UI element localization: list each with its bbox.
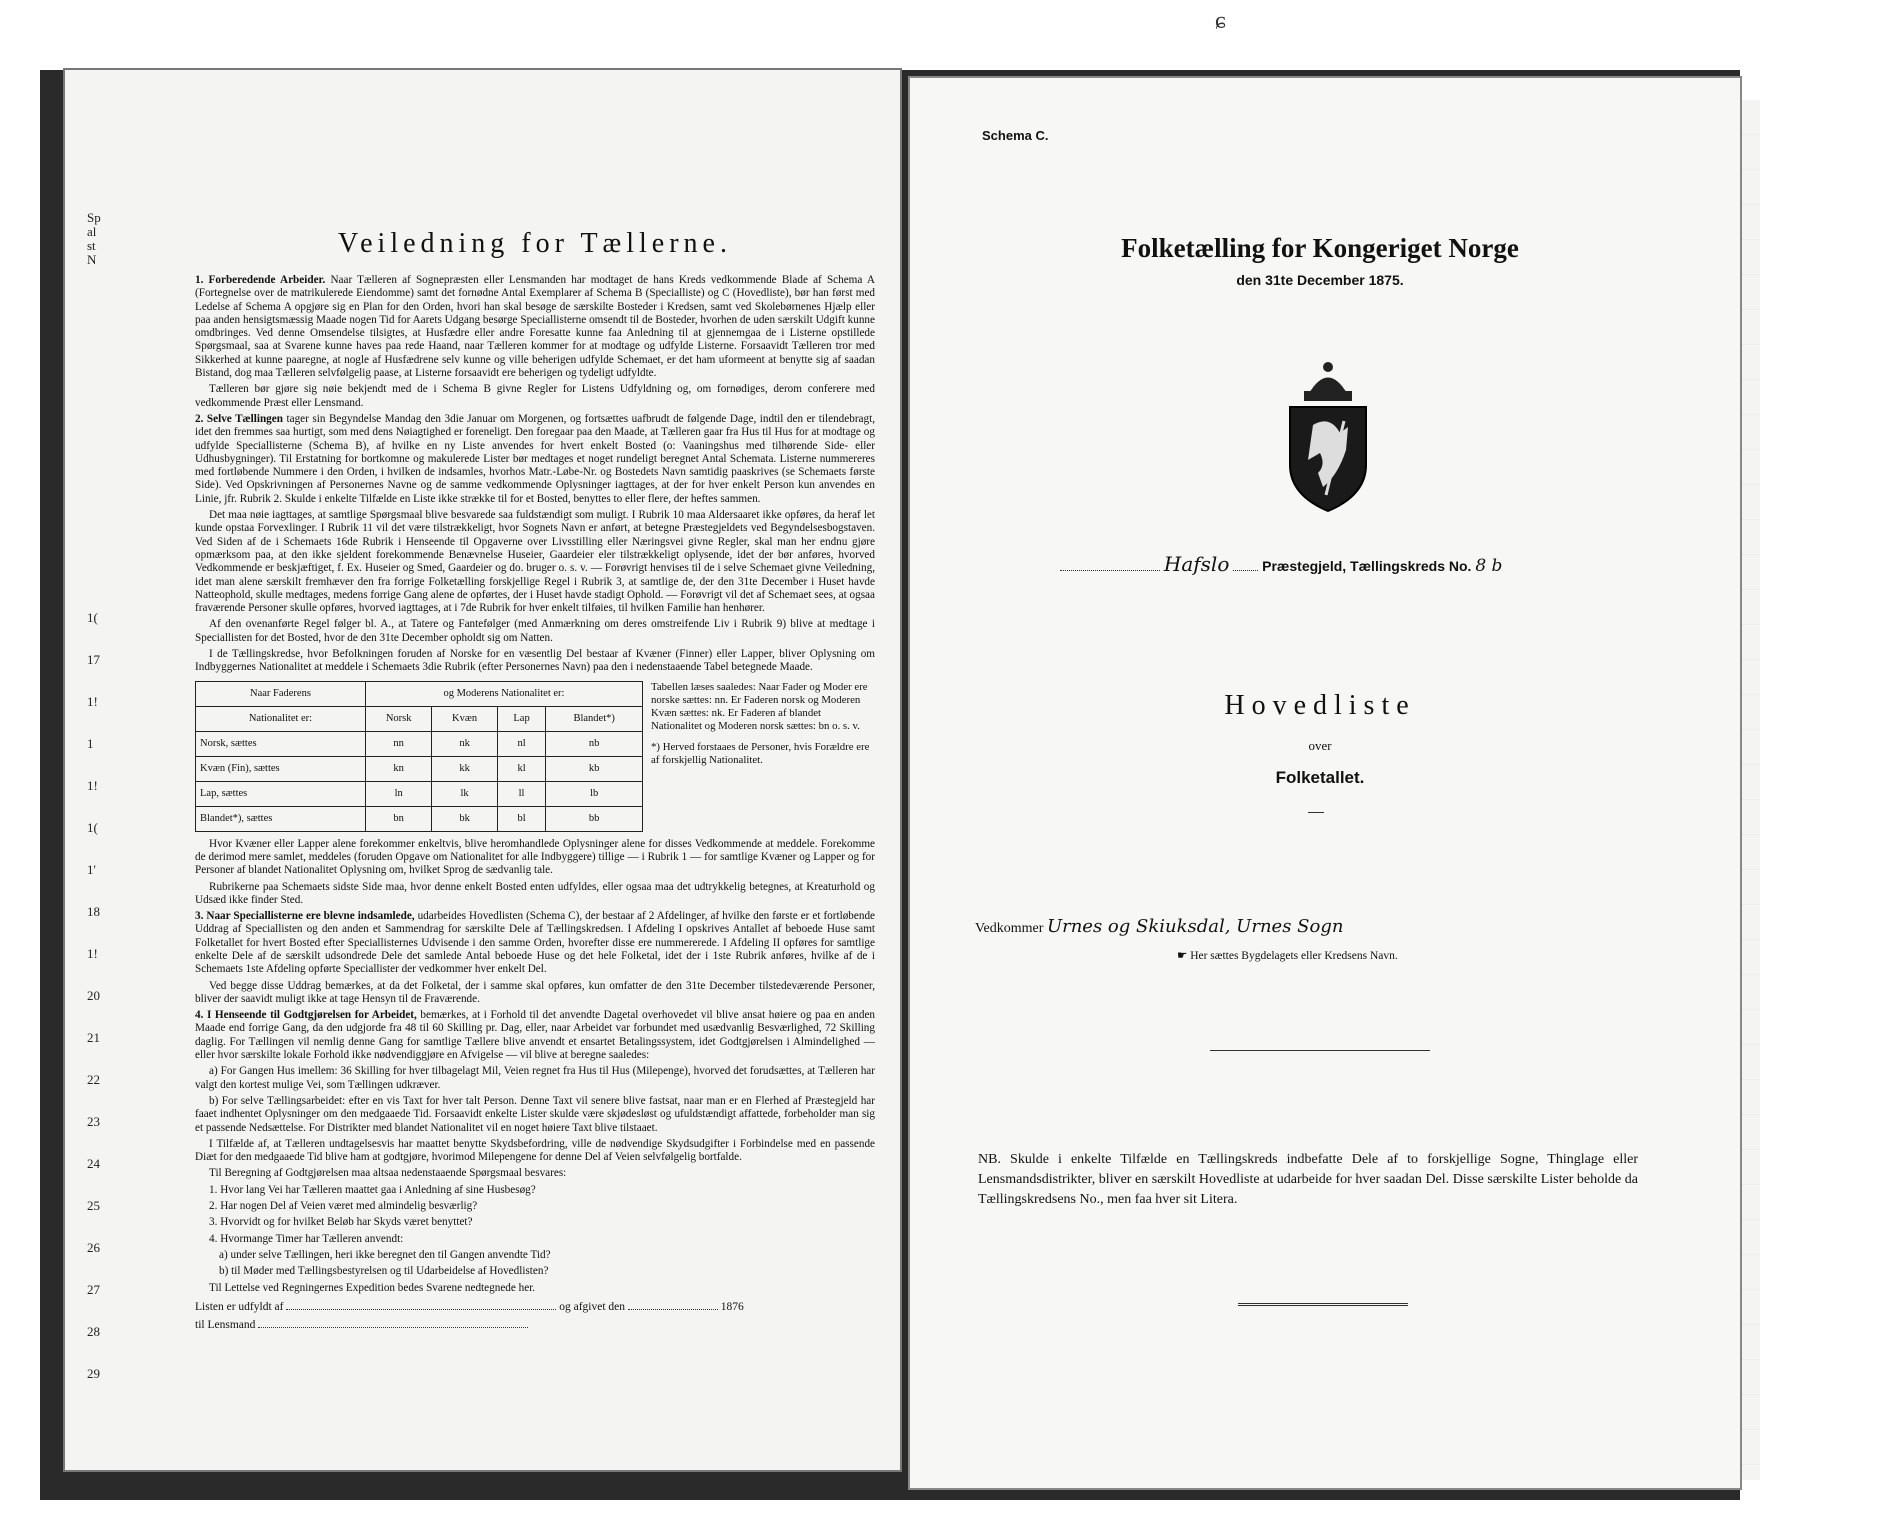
instruction-paragraph [195,1095,875,1135]
lensmand-blank [258,1327,528,1328]
question-item: Til Lettelse ved Regningernes Expedition bedes Svarene nedtegnede her. [209,1281,536,1294]
edge-number: 28 [87,1324,100,1339]
question-item: b) til Møder med Tællingsbestyrelsen og til Udarbeidelse af Hovedlisten? [219,1265,549,1278]
parish-blank-lead [1060,570,1160,571]
edge-number: 24 [87,1156,100,1171]
table-row [196,781,643,806]
over-label: over [1308,738,1332,753]
edge-number: 21 [87,1030,100,1045]
listen-blank [286,1309,556,1310]
instruction-paragraph [195,910,875,976]
table-cell: nb [546,731,643,756]
instruction-paragraph [195,383,875,410]
table-cell: bb [546,806,643,831]
col-header: Lap [497,706,546,731]
paragraph-text: b) For selve Tællingsarbeidet: efter en vis Taxt for hver talt Person. Denne Taxt vil senere blive fastsat, naar man er en Flerhed af Præstegjeld har faaet indhentet Oplysninger om den medgaaede Tid. Forsaavidt enkelte Lister skulde være skjødesløst og ufuldstændigt affattede, forbeholder man sig et passende Nedsættelse. For Distrikter med blandet Nationalitet vil en noget høiere Taxt blive tilstaaet. [195,1094,875,1134]
table-notes [651,681,871,832]
table-cell: lb [546,781,643,806]
paragraph-text: tager sin Begyndelse Mandag den 3die Januar om Morgenen, og fortsættes uafbrudt de følgende Dage, indtil den er tilendebragt, idet den fremmes saa hurtigt, som med dens Nøiagtighed er foreneligt. Den foregaar paa den Maade, at Tælleren gaar fra Hus til Hus for at modtage og udfylde Speciallisterne (Schema B), af hvilke en ny Liste anvendes for hvert enkelt Bosted (o: Vaaningshus med tilhørende Side- eller Udhusbygninger). Til Erstatning for bortkomne og makulerede Lister bør medtages et noget rundeligt beregnet Antal Schemata. Listerne nummereres med fortløbende Nummere i den Orden, i hvilken de indsamles, hvorhos Matr.-Løbe-Nr. og Bostedets Navn samtidig paaskrives (se Schemaets første Side). Ved Opskrivningen af Personernes Navne og de samme vedkommende Oplysninger iagttages, at der for hver enkelt Person kun anvendes en Linie, jfr. Rubrik 2. Skulde i enkelte Tilfælde en Liste ikke strække til for et Bosted, benyttes to eller flere, der heftes sammen. [195,412,876,505]
parish-line [1060,552,1640,576]
row-label: Norsk, sættes [196,731,366,756]
paragraph-text: a) For Gangen Hus imellem: 36 Skilling for hver tilbagelagt Mil, Veien regnet fra Hus til Hus (Milepenge), hvorved det forudsættes, at Tælleren har valgt den kortest mulige Vei, som Tællingen udkræver. [195,1065,875,1091]
paragraph-heading: 4. I Henseende til Godtgjørelsen for Arbeidet, [195,1009,417,1022]
edge-number: 1 [87,736,94,751]
question-item: 2. Har nogen Del af Veien været med almindelig besværlig? [209,1200,478,1213]
census-title: Folketælling for Kongeriget Norge [1121,233,1519,263]
edge-number: 29 [87,1366,100,1381]
col-header: Kvæn [432,706,497,731]
hovedliste-heading: Hovedliste [1224,690,1416,721]
vedkommer-handwritten: Urnes og Skiuksdal, Urnes Sogn [1046,916,1344,937]
question-item: a) under selve Tællingen, heri ikke beregnet den til Gangen anvendte Tid? [219,1248,551,1261]
afgivet-label: og afgivet den [559,1300,626,1313]
edge-number: 1! [87,694,98,709]
instruction-paragraph [195,1009,875,1062]
table-row [196,756,643,781]
edge-number: 1! [87,946,98,961]
question-item: 4. Hvormange Timer har Tælleren anvendt: [209,1232,404,1245]
paragraph-heading: 3. Naar Speciallisterne ere blevne indsamlede, [195,910,415,923]
page-edge-numbers [87,210,147,1450]
instructions-title: Veiledning for Tællerne. [338,228,732,259]
table-row [196,806,643,831]
instruction-paragraph [195,648,875,675]
table-cell: nk [432,731,497,756]
divider-rule [1210,1050,1430,1051]
prestegjeld-label: Præstegjeld, Tællingskreds No. [1262,558,1472,574]
table-reading-note: Tabellen læses saaledes: Naar Fader og Moder ere norske sættes: nn. Er Faderen norsk og Moderen Kvæn sættes: nk. Er Faderen af blandet Nationalitet og Moderen norsk sættes: bn o. s. v. [651,680,868,732]
paragraph-heading: 2. Selve Tællingen [195,412,283,425]
table-cell: kk [432,756,497,781]
listen-label: Listen er udfyldt af [195,1300,284,1313]
instruction-paragraph [195,1167,875,1180]
table-cell: ln [365,781,431,806]
nb-note [978,1150,1638,1210]
instruction-paragraph [195,274,875,380]
col-header: Norsk [365,706,431,731]
edge-number: 23 [87,1114,100,1129]
table-cell: bn [365,806,431,831]
coat-of-arms-icon [1268,355,1388,515]
paragraph-text: bemærkes, at i Forhold til det anvendte Dagetal overhovedet vil blive ansat høiere og paa en anden Maade end forrige Gang, da den udgjorde fra 48 til 60 Skilling pr. Dag, eller, naar Arbeidet var forbundet med usædvanlig Besværlighed, 72 Skilling daglig. For Tællingen vil nemlig denne Gang for samtlige Tællere blive anvendt et ensartet Betalingssystem, idet Godtgjørelsen i Almindelighed — eller hvor særskilte lokale Forhold ikke nødvendiggjøre en Afvigelse — vil blive at beregne saaledes: [195,1009,876,1062]
vedkommer-line [975,916,1675,937]
table-cell: bk [432,806,497,831]
vedkommer-label: Vedkommer [975,921,1044,936]
question-item: 1. Hvor lang Vei har Tælleren maattet gaa i Anledning af sine Husbesøg? [209,1183,536,1196]
instruction-paragraph [195,1065,875,1092]
nb-text: Skulde i enkelte Tilfælde en Tællingskreds indbefatte Dele af to forskjellige Sogne, Thinglage eller Lensmandsdistrikter, bliver en særskilt Hovedliste at udarbeide for hver saadan Del. Disse særskilte Lister beholde da Tællingskredsens No., men faa hver sit Litera. [978,1152,1638,1207]
edge-number: 1( [87,610,98,625]
edge-number: 22 [87,1072,100,1087]
table-cell: lk [432,781,497,806]
question-item: 3. Hvorvidt og for hvilket Beløb har Skyds været benyttet? [209,1216,473,1229]
table-cell: kn [365,756,431,781]
left-page [65,70,900,1470]
folketallet-heading: Folketallet. [1275,768,1365,787]
table-cell: kl [497,756,546,781]
instruction-paragraph [195,509,875,615]
instructions-paragraphs-2 [195,838,875,1181]
instructions-paragraphs [195,274,875,675]
parish-handwritten: Hafslo [1163,552,1230,576]
edge-number: N [87,252,97,267]
edge-number: 26 [87,1240,100,1255]
edge-number: 1! [87,778,98,793]
paragraph-text: I Tilfælde af, at Tælleren undtagelsesvis har maattet benytte Skydsbefordring, ville de nødvendige Skydsudgifter i Forbindelse med en passende Diæt for den medgaaede Tid blive ham at godtgjøre, hvorimod Milepengene for denne Del af Veien selvfølgelig bortfalde. [195,1137,875,1164]
schema-label: Schema C. [982,128,1049,143]
footer-lensmand [195,1319,875,1331]
table-row [196,731,643,756]
edge-number: 17 [87,652,100,667]
year-label: 1876 [720,1300,744,1313]
paragraph-text: Hvor Kvæner eller Lapper alene forekommer enkeltvis, blive heromhandlede Oplysninger alene for disses Vedkommende at meddele. Forekomme de derimod mere samlet, meddeles (foruden Opgave om Nationalitet for alle Indbyggere) tillige — i Rubrik 1 — for samtlige Kvæner og Lapper og for Personer af blandet Nationalitet Oplysning om, hvilket Sprog de sædvanlig tale. [195,837,875,877]
paragraph-text: Tælleren bør gjøre sig nøie bekjendt med de i Schema B givne Regler for Listens Udfyldning og, om fornødiges, derom conferere med vedkommende Præst eller Lensmand. [195,383,875,409]
paragraph-heading: 1. Forberedende Arbeider. [195,274,326,286]
parish-blank-trail [1233,570,1258,571]
instruction-paragraph [195,980,875,1007]
row-label: Lap, sættes [196,781,366,806]
nb-label: NB. [978,1152,1001,1167]
pointing-hand-icon: ☛ [1177,950,1188,962]
paragraph-text: udarbeides Hovedlisten (Schema C), der bestaar af 2 Afdelinger, af hvilke den første er et fortløbende Uddrag af Speciallisten og den anden et Sammendrag for særskilte Dele af Tællingskredsen. I Afdeling I opskrives Antallet af beboede Huse samt Folketallet for hvert Bosted efter Speciallisternes Udvisende i den samme Orden, hvorefter disse ere nummererede. I Afdeling II opføres for samtlige enkelte Dele af de særskilt udsondrede Dele det samlede Antal beboede Huse og det hele Folketal, idet der i 1ste Rubrik anføres, hvilke af de i Schemaets 1ste Afdeling opførte Speciallister der vedkommer hver enkelt Del. [195,910,876,976]
edge-number: al [87,224,97,239]
edge-number: st [87,238,96,253]
vedkommer-note [1177,948,1398,962]
vedkommer-note-text: Her sættes Bygdelagets eller Kredsens Navn. [1190,950,1398,962]
row-label: Blandet*), sættes [196,806,366,831]
paragraph-text: Rubrikerne paa Schemaets sidste Side maa, hvor denne enkelt Bosted enten udfyldes, eller ogsaa maa det udtrykkelig betegnes, at Kreaturhold og Udsæd ikke finder Sted. [195,880,875,906]
table-cell: ll [497,781,546,806]
paragraph-text: Det maa nøie iagttages, at samtlige Spørgsmaal blive besvarede saa fuldstændigt som muligt. I Rubrik 10 maa Aldersaaret ikke opføres, da heraf let kunde opstaa Forvexlinger. I Rubrik 11 vil det være tilstrækkeligt, hvor Sognets Navn er anført, at betegne Præstegjeldets ved Begyndelsesbogstaven. Ved Siden af de i Schemaets 16de Rubrik i Henseende til Opgaverne over Livsstilling eller Næringsvei givne Regler, skal man her endnu gjøre opmærksom paa, at den ikke sjeldent forekommende Benævnelse Huseier, Gaardeier eler tilstrækkeligt oplysende, idet der bør anføres, hvorved Vedkommende er beskjæftiget, f. Ex. Huseier og Smed, Gaardeier og do. bruger o. s. v. — Forøvrigt henvises til de i selve Schemaet givne Veiledning, idet man alene særskilt fremhæver den fra forrige Folketælling forskjellige Regel i Rubrik 3, at samtlige de, der den 31te December i Huset havde Natteophold, skulle medtages, medens forrige Gang alene de opførtes, der i Huset havde stadigt Ophold. — Forøvrigt vil det af Schemaet sees, at ogsaa fraværende Personer skulle opføres, hvorved iagttages, at i 7de Rubrik for hver enkelt tilføies, til hvilken Familie han henhører. [195,509,875,615]
paragraph-text: Naar Tælleren af Sognepræsten eller Lensmanden har modtaget de hans Kreds vedkommende Blade af Schema A (Fortegnelse over de matrikulerede Eiendomme) samt det fornødne Antal Exemplarer af Schema B (Specialliste) og C (Hovedliste), bør han først med Ledelse af Schema A opgjøre sig en Plan for den Orden, hvori han skal besøge de særskilte Bosteder i Kredsen, samt ved Skolebørnenes Hjælp eller paa anden hensigtsmæssig Maade nogen Tid for Aarets Udgang besørge Speciallisterne omsendt til de Bosteder, hvorhen de uden særskilt Udgift kunne omdbringes. Ved denne Omsendelse tilsigtes, at Husfædre eller andre Foresatte kunne faa Anledning til at gjennemgaa de i Listerne opstillede Spørgsmaal, saa at Svarene kunne haves paa rede Haand, naar Tælleren kommer for at modtage og udfylde Listerne. Forsaavidt Tælleren tror med Sikkerhed at kunne paaregne, at nogle af Husfædrene selv kunne og ville beherigen udfylde Schemaet, er det ham uformeent at benytte sig af saadan Bistand, dog maa Tælleren selvfølgelig paase, at Listerne forsaavidt ere beherigen og tydeligt udfyldte. [195,274,875,380]
paragraph-text: I de Tællingskredse, hvor Befolkningen foruden af Norske for en væsentlig Del bestaar af Kvæner (Finner) eller Lapper, bliver Oplysning om Indbyggernes Nationalitet at meddele i Schemaets 3die Rubrik (efter Personernes Navn) paa den i nedenstaaende Tabel betegnede Maade. [195,648,875,674]
edge-number: 27 [87,1282,100,1297]
instruction-paragraph [195,618,875,645]
edge-number: 18 [87,904,100,919]
col-header: Blandet*) [546,706,643,731]
table-cell: kb [546,756,643,781]
row-label: Kvæn (Fin), sættes [196,756,366,781]
double-rule [1238,1303,1408,1306]
instruction-paragraph [195,838,875,878]
father-header-2: Nationalitet er: [196,706,366,731]
corner-mark: ɕ [1215,8,1226,34]
nationality-table [195,681,643,832]
instruction-paragraph [195,1138,875,1165]
table-footnote: *) Herved forstaaes de Personer, hvis Forældre ere af forskjellig Nationalitet. [651,740,870,766]
nationality-section [195,681,875,832]
paragraph-text: Ved begge disse Uddrag bemærkes, at da det Folketal, der i samme skal opføres, kun omfatter de den 31te December tilstedeværende Personer, bliver der saavidt muligt ikke at tage Hensyn til de Fraværende. [195,979,875,1005]
father-header: Naar Faderens [196,681,366,706]
edge-number: 1( [87,820,98,835]
table-cell: bl [497,806,546,831]
instructions-column [195,100,875,1440]
paragraph-text: Til Beregning af Godtgjørelsen maa altsaa nedenstaaende Spørgsmaal besvares: [209,1167,567,1180]
edge-number: 1' [87,862,96,877]
divider-dash [1308,812,1324,813]
footer-listen [195,1301,875,1313]
table-cell: nn [365,731,431,756]
lensmand-label: til Lensmand [195,1318,256,1331]
table-cell: nl [497,731,546,756]
questions-list [195,1184,875,1295]
edge-number: 20 [87,988,100,1003]
paragraph-text: Af den ovenanførte Regel følger bl. A., at Tatere og Fantefølger (med Anmærkning om deres omstreifende Liv i Rubrik 9) blive at medtage i Speciallisten for det Bosted, hvor de den 31te December opholdt sig om Natten. [195,618,875,644]
edge-number: Sp [87,210,101,225]
instruction-paragraph [195,881,875,908]
afgivet-blank [628,1309,718,1310]
instruction-paragraph [195,413,875,506]
kreds-number-handwritten: 8 b [1475,556,1503,576]
mother-header: og Moderens Nationalitet er: [365,681,642,706]
census-date: den 31te December 1875. [1236,272,1404,288]
edge-number: 25 [87,1198,100,1213]
